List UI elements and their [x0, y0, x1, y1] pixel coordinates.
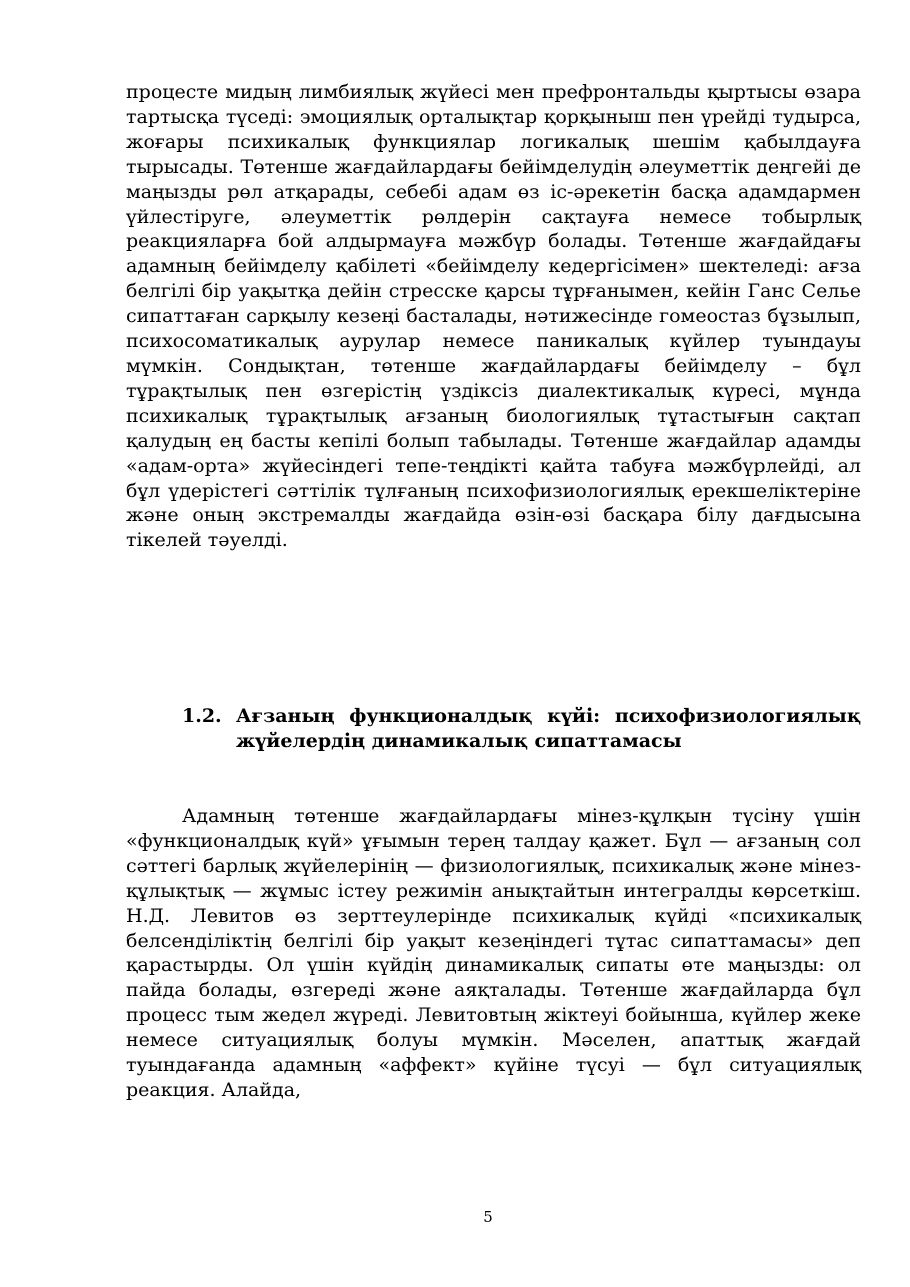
body-paragraph: процесте мидың лимбиялық жүйесі мен префронтальды қыртысы өзара тартысқа түседі: эмоциялық орталықтар қорқыныш пен үрейді тудырса, жоғары психикалық функциялар логикалық шешім қабылдауға тырысады. Төтенше жағдайлардағы бейімделудің әлеуметтік деңгейі де маңызды рөл атқарады, себебі адам өз іс-әрекетін басқа адамдармен үйлестіруге, әлеуметтік рөлдерін сақтауға немесе тобырлық реакцияларға бой алдырмауға мәжбүр болады. Төтенше жағдайдағы адамның бейімделу қабілеті «бейімделу кедергісімен» шектеледі: ағза белгілі бір уақытқа дейін стресске қарсы тұрғанымен, кейін Ганс Селье сипаттаған сарқылу кезеңі басталады, нәтижесінде гомеостаз бұзылып, психосоматикалық аурулар немесе паникалық күйлер туындауы мүмкін. Сондықтан, төтенше жағдайлардағы бейімделу – бұл тұрақтылық пен өзгерістің үздіксіз диалектикалық күресі, мұнда психикалық тұрақтылық ағзаның биологиялық тұтастығын сақтап қалудың ең басты кепілі болып табылады. Төтенше жағдайлар адамды «адам-орта» жүйесіндегі тепе-теңдікті қайта табуға мәжбүрлейді, ал бұл үдерістегі сәттілік тұлғаның психофизиологиялық ерекшеліктеріне және оның экстремалды жағдайда өзін-өзі басқара білу дағдысына тікелей тәуелді. — [126, 81, 861, 552]
page-number: 5 — [483, 1208, 493, 1226]
section-title: Ағзаның функционалдық күйі: психофизиологиялық жүйелердің динамикалық сипаттамасы — [236, 705, 861, 752]
section-heading — [182, 704, 861, 754]
section-number: 1.2. — [182, 705, 222, 727]
body-paragraph: Адамның төтенше жағдайлардағы мінез-құлқын түсіну үшін «функционалдық күй» ұғымын терең талдау қажет. Бұл — ағзаның сол сәттегі барлық жүйелерінің — физиологиялық, психикалық және мінез-құлықтық — жұмыс істеу режимін анықтайтын интегралды көрсеткіш. Н.Д. Левитов өз зерттеулерінде психикалық күйді «психикалық белсенділіктің белгілі бір уақыт кезеңіндегі тұтас сипаттамасы» деп қарастырды. Ол үшін күйдің динамикалық сипаты өте маңызды: ол пайда болады, өзгереді және аяқталады. Төтенше жағдайларда бұл процесс тым жедел жүреді. Левитовтың жіктеуі бойынша, күйлер жеке немесе ситуациялық болуы мүмкін. Мәселен, апаттық жағдай туындағанда адамның «аффект» күйіне түсуі — бұл ситуациялық реакция. Алайда, — [126, 805, 861, 1101]
